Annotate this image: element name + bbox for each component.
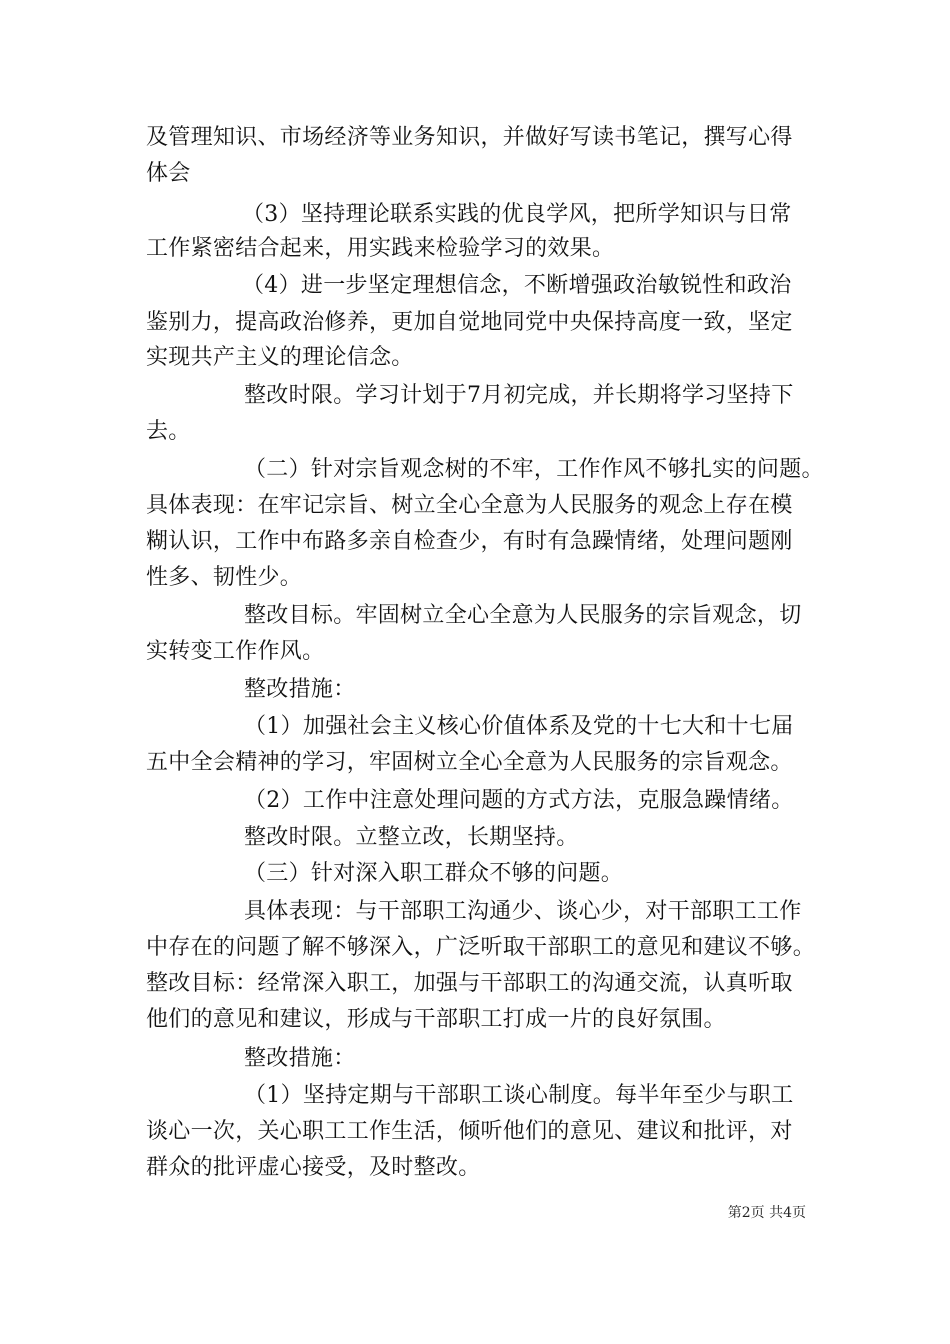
text-line: 糊认识，工作中布路多亲自检查少，有时有急躁情绪，处理问题刚 [146,529,793,554]
text-line: 整改措施： [244,1046,356,1071]
text-line: 及管理知识、市场经济等业务知识，并做好写读书笔记，撰写心得 [146,125,793,150]
text-line: 工作紧密结合起来，用实践来检验学习的效果。 [146,236,615,261]
text-line: （1）加强社会主义核心价值体系及党的十七大和十七届 [244,714,794,739]
text-line: （1）坚持定期与干部职工谈心制度。每半年至少与职工 [244,1083,794,1108]
text-line: （2）工作中注意处理问题的方式方法，克服急躁情绪。 [244,788,794,813]
text-line: 性多、韧性少。 [146,565,303,590]
text-line: 整改目标。牢固树立全心全意为人民服务的宗旨观念，切 [244,603,802,628]
page-number-footer: 第2页 共4页 [727,1205,806,1221]
text-line: 谈心一次，关心职工工作生活，倾听他们的意见、建议和批评，对 [146,1119,793,1144]
text-line: 整改目标：经常深入职工，加强与干部职工的沟通交流，认真听取 [146,971,793,996]
text-line: 鉴别力，提高政治修养，更加自觉地同党中央保持高度一致，坚定 [146,310,793,335]
text-line: 整改时限。学习计划于7月初完成，并长期将学习坚持下 [244,383,794,408]
text-line: 五中全会精神的学习，牢固树立全心全意为人民服务的宗旨观念。 [146,750,793,775]
section-heading: （二）针对宗旨观念树的不牢，工作作风不够扎实的问题。 [244,457,824,482]
section-heading: （三）针对深入职工群众不够的问题。 [244,861,624,886]
text-line: 具体表现：在牢记宗旨、树立全心全意为人民服务的观念上存在模 [146,493,793,518]
text-line: 整改时限。立整立改，长期坚持。 [244,825,579,850]
text-line: 中存在的问题了解不够深入，广泛听取干部职工的意见和建议不够。 [146,935,816,960]
text-line: 实现共产主义的理论信念。 [146,345,414,370]
text-line: （3）坚持理论联系实践的优良学风，把所学知识与日常 [242,202,792,227]
text-line: 实转变工作作风。 [146,639,325,664]
text-line: 具体表现：与干部职工沟通少、谈心少，对干部职工工作 [244,899,802,924]
text-line: 整改措施： [244,677,356,702]
text-line: （4）进一步坚定理想信念，不断增强政治敏锐性和政治 [242,273,792,298]
text-line: 去。 [146,419,191,444]
text-line: 体会 [146,161,191,186]
text-line: 群众的批评虚心接受，及时整改。 [146,1155,481,1180]
text-line: 他们的意见和建议，形成与干部职工打成一片的良好氛围。 [146,1007,726,1032]
